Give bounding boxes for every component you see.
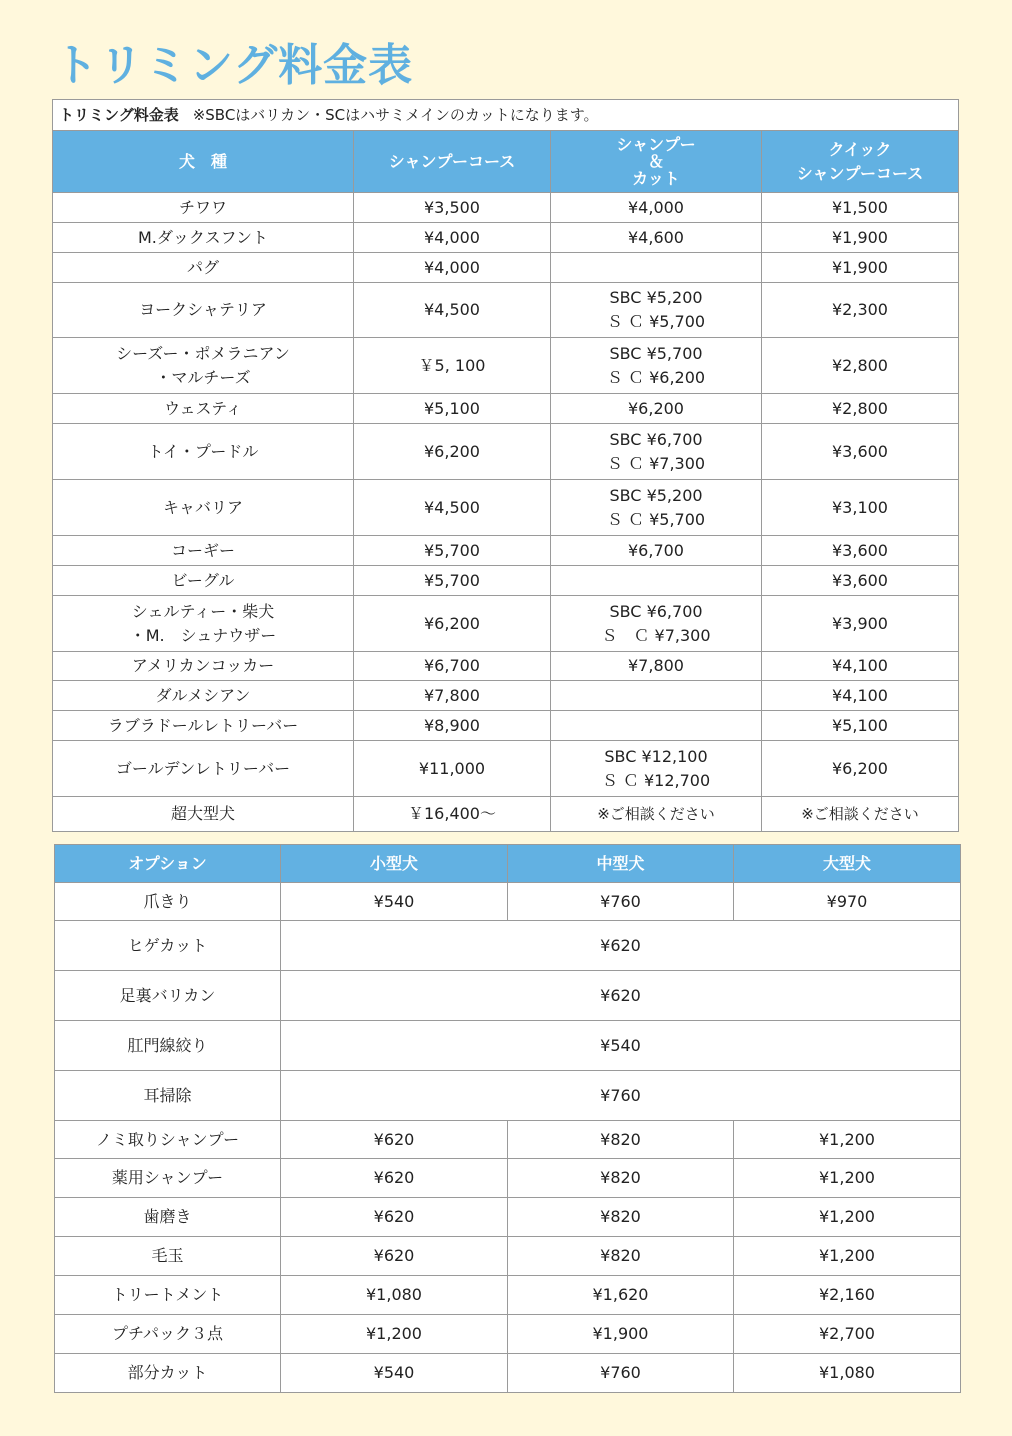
- table-row: [53, 797, 959, 832]
- breed-name: コーギー: [170, 540, 235, 560]
- shampoo-price-cell: [354, 566, 551, 596]
- header-medium-dog: 中型犬: [508, 845, 734, 883]
- breed-cell: [53, 536, 354, 566]
- breed-name: ラブラドールレトリーバー: [107, 715, 299, 735]
- header-cut-line: カット: [632, 168, 680, 188]
- breed-cell: [53, 394, 354, 424]
- shampoo-price-cell: [354, 536, 551, 566]
- option-price-medium: ¥820: [508, 1237, 734, 1276]
- breed-name: シーズー・ポメラニアン: [116, 343, 290, 363]
- shampoo-price: ¥5,700: [424, 570, 480, 590]
- option-price-medium: ¥820: [508, 1198, 734, 1237]
- table-row: [55, 1121, 961, 1159]
- quick-price: ¥3,600: [832, 540, 888, 560]
- option-price-medium: ¥820: [508, 1159, 734, 1198]
- option-name: トリートメント: [55, 1276, 281, 1315]
- quick-price: ¥4,100: [832, 656, 888, 675]
- header-small-dog: 小型犬: [281, 845, 508, 883]
- breed-name: キャバリア: [162, 497, 243, 517]
- breed-cell: [53, 193, 354, 223]
- quick-price: ¥5,100: [832, 715, 888, 735]
- cut-price: ¥6,700: [628, 540, 684, 560]
- table-row: [55, 1354, 961, 1393]
- shampoo-price-cell: [354, 338, 551, 394]
- breed-cell: [53, 424, 354, 480]
- header-cut-line: シャンプー: [616, 134, 696, 154]
- shampoo-price-cell: [354, 596, 551, 652]
- breed-cell: [53, 480, 354, 536]
- table-row: [53, 741, 959, 797]
- table-row: [55, 1071, 961, 1121]
- shampoo-price-cell: [354, 741, 551, 797]
- option-price-large: ¥1,200: [734, 1237, 961, 1276]
- shampoo-price-cell: [354, 283, 551, 338]
- trimming-price-table: [52, 99, 959, 832]
- option-price-small: ¥540: [281, 1354, 508, 1393]
- shampoo-cut-price-cell: [551, 424, 762, 480]
- breed-name: ダルメシアン: [155, 685, 251, 705]
- shampoo-price: ¥7,800: [424, 685, 480, 705]
- quick-price: ¥2,800: [832, 355, 888, 375]
- table-row: [55, 1198, 961, 1237]
- quick-shampoo-price-cell: [762, 536, 959, 566]
- table-row: [55, 1237, 961, 1276]
- shampoo-price: ¥6,200: [424, 441, 480, 461]
- shampoo-price: ￥5, 100: [418, 355, 486, 375]
- quick-shampoo-price-cell: [762, 223, 959, 253]
- breed-name: アメリカンコッカー: [131, 656, 275, 675]
- shampoo-price: ¥6,200: [424, 613, 480, 633]
- option-name: ヒゲカット: [55, 921, 281, 971]
- table-row: [53, 394, 959, 424]
- shampoo-cut-price-cell: [551, 338, 762, 394]
- cut-price: ¥4,600: [628, 227, 684, 247]
- shampoo-price: ¥4,000: [424, 227, 480, 247]
- breed-cell: [53, 596, 354, 652]
- quick-price: ¥2,800: [832, 398, 888, 418]
- breed-name: ビーグル: [171, 570, 235, 590]
- cut-price: SBC ¥5,200: [609, 288, 703, 307]
- quick-price: ※ご相談ください: [801, 805, 919, 823]
- shampoo-price: ￥16,400〜: [408, 804, 496, 823]
- table-row: [53, 536, 959, 566]
- breed-name: ゴールデンレトリーバー: [115, 758, 291, 778]
- option-price-large: ¥2,160: [734, 1276, 961, 1315]
- breed-cell: [53, 283, 354, 338]
- breed-name: パグ: [186, 257, 219, 277]
- cut-price: ¥6,200: [628, 398, 684, 418]
- header-cut-line: ＆: [647, 151, 664, 171]
- option-price-medium: ¥820: [508, 1121, 734, 1159]
- cut-price: SBC ¥5,700: [609, 343, 703, 363]
- cut-price: ※ご相談ください: [597, 805, 715, 823]
- option-price-large: ¥2,700: [734, 1315, 961, 1354]
- option-price-large: ¥1,200: [734, 1198, 961, 1237]
- quick-price: ¥3,600: [832, 441, 888, 461]
- breed-cell: [53, 338, 354, 394]
- shampoo-price-cell: [354, 711, 551, 741]
- shampoo-price-cell: [354, 223, 551, 253]
- table-row: [55, 971, 961, 1021]
- table-row: [53, 480, 959, 536]
- breed-cell: [53, 566, 354, 596]
- shampoo-price-cell: [354, 652, 551, 681]
- table-row: [55, 921, 961, 971]
- breed-cell: [53, 797, 354, 832]
- option-price-large: ¥970: [734, 883, 961, 921]
- table-row: [55, 1021, 961, 1071]
- breed-name: M.ダックスフント: [137, 227, 269, 247]
- quick-shampoo-price-cell: [762, 394, 959, 424]
- cut-price: SBC ¥12,100: [604, 746, 708, 766]
- quick-shampoo-price-cell: [762, 424, 959, 480]
- quick-shampoo-price-cell: [762, 741, 959, 797]
- shampoo-price: ¥6,700: [424, 656, 480, 675]
- option-name: 歯磨き: [55, 1198, 281, 1237]
- option-name: ノミ取りシャンプー: [55, 1121, 281, 1159]
- table-row: [53, 596, 959, 652]
- option-price-all-sizes: ¥620: [281, 971, 961, 1021]
- cut-price: ¥4,000: [628, 197, 684, 217]
- option-price-large: ¥1,080: [734, 1354, 961, 1393]
- caption-note: ※SBCはバリカン・SCはハサミメインのカットになります。: [192, 106, 599, 124]
- table-row: [53, 338, 959, 394]
- breed-cell: [53, 741, 354, 797]
- header-large-dog: 大型犬: [734, 845, 961, 883]
- table-row: [53, 566, 959, 596]
- shampoo-cut-price-cell: [551, 253, 762, 283]
- table-row: [55, 1159, 961, 1198]
- breed-name: チワワ: [178, 197, 227, 217]
- table-row: [53, 283, 959, 338]
- shampoo-cut-price-cell: [551, 283, 762, 338]
- breed-cell: [53, 711, 354, 741]
- quick-price: ¥1,900: [832, 257, 888, 277]
- shampoo-cut-price-cell: [551, 193, 762, 223]
- option-price-small: ¥540: [281, 883, 508, 921]
- shampoo-price: ¥5,700: [424, 540, 480, 560]
- shampoo-cut-price-cell: [551, 681, 762, 711]
- breed-name: シェルティー・柴犬: [131, 601, 275, 621]
- cut-price: Ｓ Ｃ ¥5,700: [606, 509, 706, 529]
- shampoo-cut-price-cell: [551, 394, 762, 424]
- shampoo-price: ¥11,000: [418, 758, 486, 778]
- shampoo-price: ¥3,500: [424, 197, 480, 217]
- quick-shampoo-price-cell: [762, 711, 959, 741]
- shampoo-cut-price-cell: [551, 536, 762, 566]
- quick-shampoo-price-cell: [762, 681, 959, 711]
- option-price-small: ¥620: [281, 1159, 508, 1198]
- table-row: [55, 1276, 961, 1315]
- shampoo-price-cell: [354, 253, 551, 283]
- breed-cell: [53, 652, 354, 681]
- shampoo-price-cell: [354, 480, 551, 536]
- breed-name: トイ・プードル: [147, 441, 259, 461]
- quick-price: ¥6,200: [832, 758, 888, 778]
- shampoo-cut-price-cell: [551, 652, 762, 681]
- table-row: [55, 1315, 961, 1354]
- quick-shampoo-price-cell: [762, 480, 959, 536]
- page-title: トリミング料金表: [54, 40, 414, 91]
- option-price-medium: ¥760: [508, 1354, 734, 1393]
- quick-price: ¥4,100: [832, 685, 888, 705]
- option-name: 薬用シャンプー: [55, 1159, 281, 1198]
- quick-shampoo-price-cell: [762, 566, 959, 596]
- cut-price: Ｓ Ｃ ¥12,700: [601, 770, 711, 790]
- option-price-small: ¥1,200: [281, 1315, 508, 1354]
- shampoo-cut-price-cell: [551, 596, 762, 652]
- table-row: [53, 652, 959, 681]
- cut-price: Ｓ Ｃ ¥5,700: [606, 312, 706, 331]
- header-option: オプション: [55, 845, 281, 883]
- quick-shampoo-price-cell: [762, 797, 959, 832]
- option-price-table: [54, 844, 961, 1393]
- shampoo-cut-price-cell: [551, 566, 762, 596]
- option-name: 部分カット: [55, 1354, 281, 1393]
- option-price-large: ¥1,200: [734, 1159, 961, 1198]
- option-price-all-sizes: ¥760: [281, 1071, 961, 1121]
- option-name: 足裏バリカン: [55, 971, 281, 1021]
- shampoo-price-cell: [354, 193, 551, 223]
- breed-name: ウェスティ: [164, 398, 242, 418]
- shampoo-cut-price-cell: [551, 711, 762, 741]
- quick-price: ¥3,900: [832, 613, 888, 633]
- option-price-small: ¥620: [281, 1198, 508, 1237]
- quick-shampoo-price-cell: [762, 283, 959, 338]
- header-breed: 犬 種: [53, 131, 354, 193]
- cut-price: Ｓ Ｃ ¥6,200: [606, 367, 706, 387]
- quick-shampoo-price-cell: [762, 253, 959, 283]
- shampoo-price-cell: [354, 797, 551, 832]
- table-row: [53, 223, 959, 253]
- shampoo-price: ¥5,100: [424, 398, 480, 418]
- cut-price: SBC ¥6,700: [609, 429, 703, 449]
- option-price-all-sizes: ¥540: [281, 1021, 961, 1071]
- table-row: [53, 193, 959, 223]
- header-quick-line: シャンプーコース: [796, 163, 924, 183]
- breed-name: 超大型犬: [170, 804, 235, 823]
- shampoo-price-cell: [354, 424, 551, 480]
- option-price-medium: ¥760: [508, 883, 734, 921]
- shampoo-cut-price-cell: [551, 223, 762, 253]
- option-price-small: ¥620: [281, 1121, 508, 1159]
- option-price-medium: ¥1,900: [508, 1315, 734, 1354]
- option-price-large: ¥1,200: [734, 1121, 961, 1159]
- option-name: 爪きり: [55, 883, 281, 921]
- table-caption: [53, 100, 959, 131]
- option-price-medium: ¥1,620: [508, 1276, 734, 1315]
- quick-price: ¥3,100: [832, 497, 888, 517]
- header-quick-shampoo: [762, 131, 959, 193]
- breed-name: ・M. シュナウザー: [129, 625, 277, 645]
- breed-name: ・マルチーズ: [155, 367, 251, 387]
- table-row: [53, 424, 959, 480]
- header-shampoo-cut: [551, 131, 762, 193]
- shampoo-price: ¥4,500: [424, 497, 480, 517]
- shampoo-cut-price-cell: [551, 741, 762, 797]
- option-name: 耳掃除: [55, 1071, 281, 1121]
- cut-price: ¥7,800: [628, 656, 684, 675]
- shampoo-price: ¥4,000: [424, 257, 480, 277]
- quick-shampoo-price-cell: [762, 338, 959, 394]
- header-shampoo-course: シャンプーコース: [354, 131, 551, 193]
- cut-price: Ｓ Ｃ ¥7,300: [601, 625, 711, 645]
- table-row: [55, 883, 961, 921]
- shampoo-cut-price-cell: [551, 797, 762, 832]
- shampoo-price: ¥4,500: [424, 300, 480, 319]
- shampoo-cut-price-cell: [551, 480, 762, 536]
- breed-cell: [53, 681, 354, 711]
- caption-title: トリミング料金表: [59, 106, 179, 124]
- breed-cell: [53, 253, 354, 283]
- option-name: 肛門線絞り: [55, 1021, 281, 1071]
- breed-cell: [53, 223, 354, 253]
- cut-price: Ｓ Ｃ ¥7,300: [606, 453, 706, 473]
- table-row: [53, 711, 959, 741]
- quick-price: ¥2,300: [832, 300, 888, 319]
- option-price-all-sizes: ¥620: [281, 921, 961, 971]
- table-row: [53, 253, 959, 283]
- breed-name: ヨークシャテリア: [139, 300, 267, 319]
- header-quick-line: クイック: [828, 139, 892, 159]
- quick-shampoo-price-cell: [762, 652, 959, 681]
- table-row: [53, 681, 959, 711]
- quick-shampoo-price-cell: [762, 596, 959, 652]
- quick-shampoo-price-cell: [762, 193, 959, 223]
- option-name: 毛玉: [55, 1237, 281, 1276]
- shampoo-price-cell: [354, 681, 551, 711]
- shampoo-price-cell: [354, 394, 551, 424]
- quick-price: ¥3,600: [832, 570, 888, 590]
- cut-price: SBC ¥5,200: [609, 485, 703, 505]
- cut-price: SBC ¥6,700: [609, 601, 703, 621]
- option-name: プチパック３点: [55, 1315, 281, 1354]
- option-price-small: ¥620: [281, 1237, 508, 1276]
- quick-price: ¥1,900: [832, 227, 888, 247]
- option-price-small: ¥1,080: [281, 1276, 508, 1315]
- shampoo-price: ¥8,900: [424, 715, 480, 735]
- quick-price: ¥1,500: [832, 197, 888, 217]
